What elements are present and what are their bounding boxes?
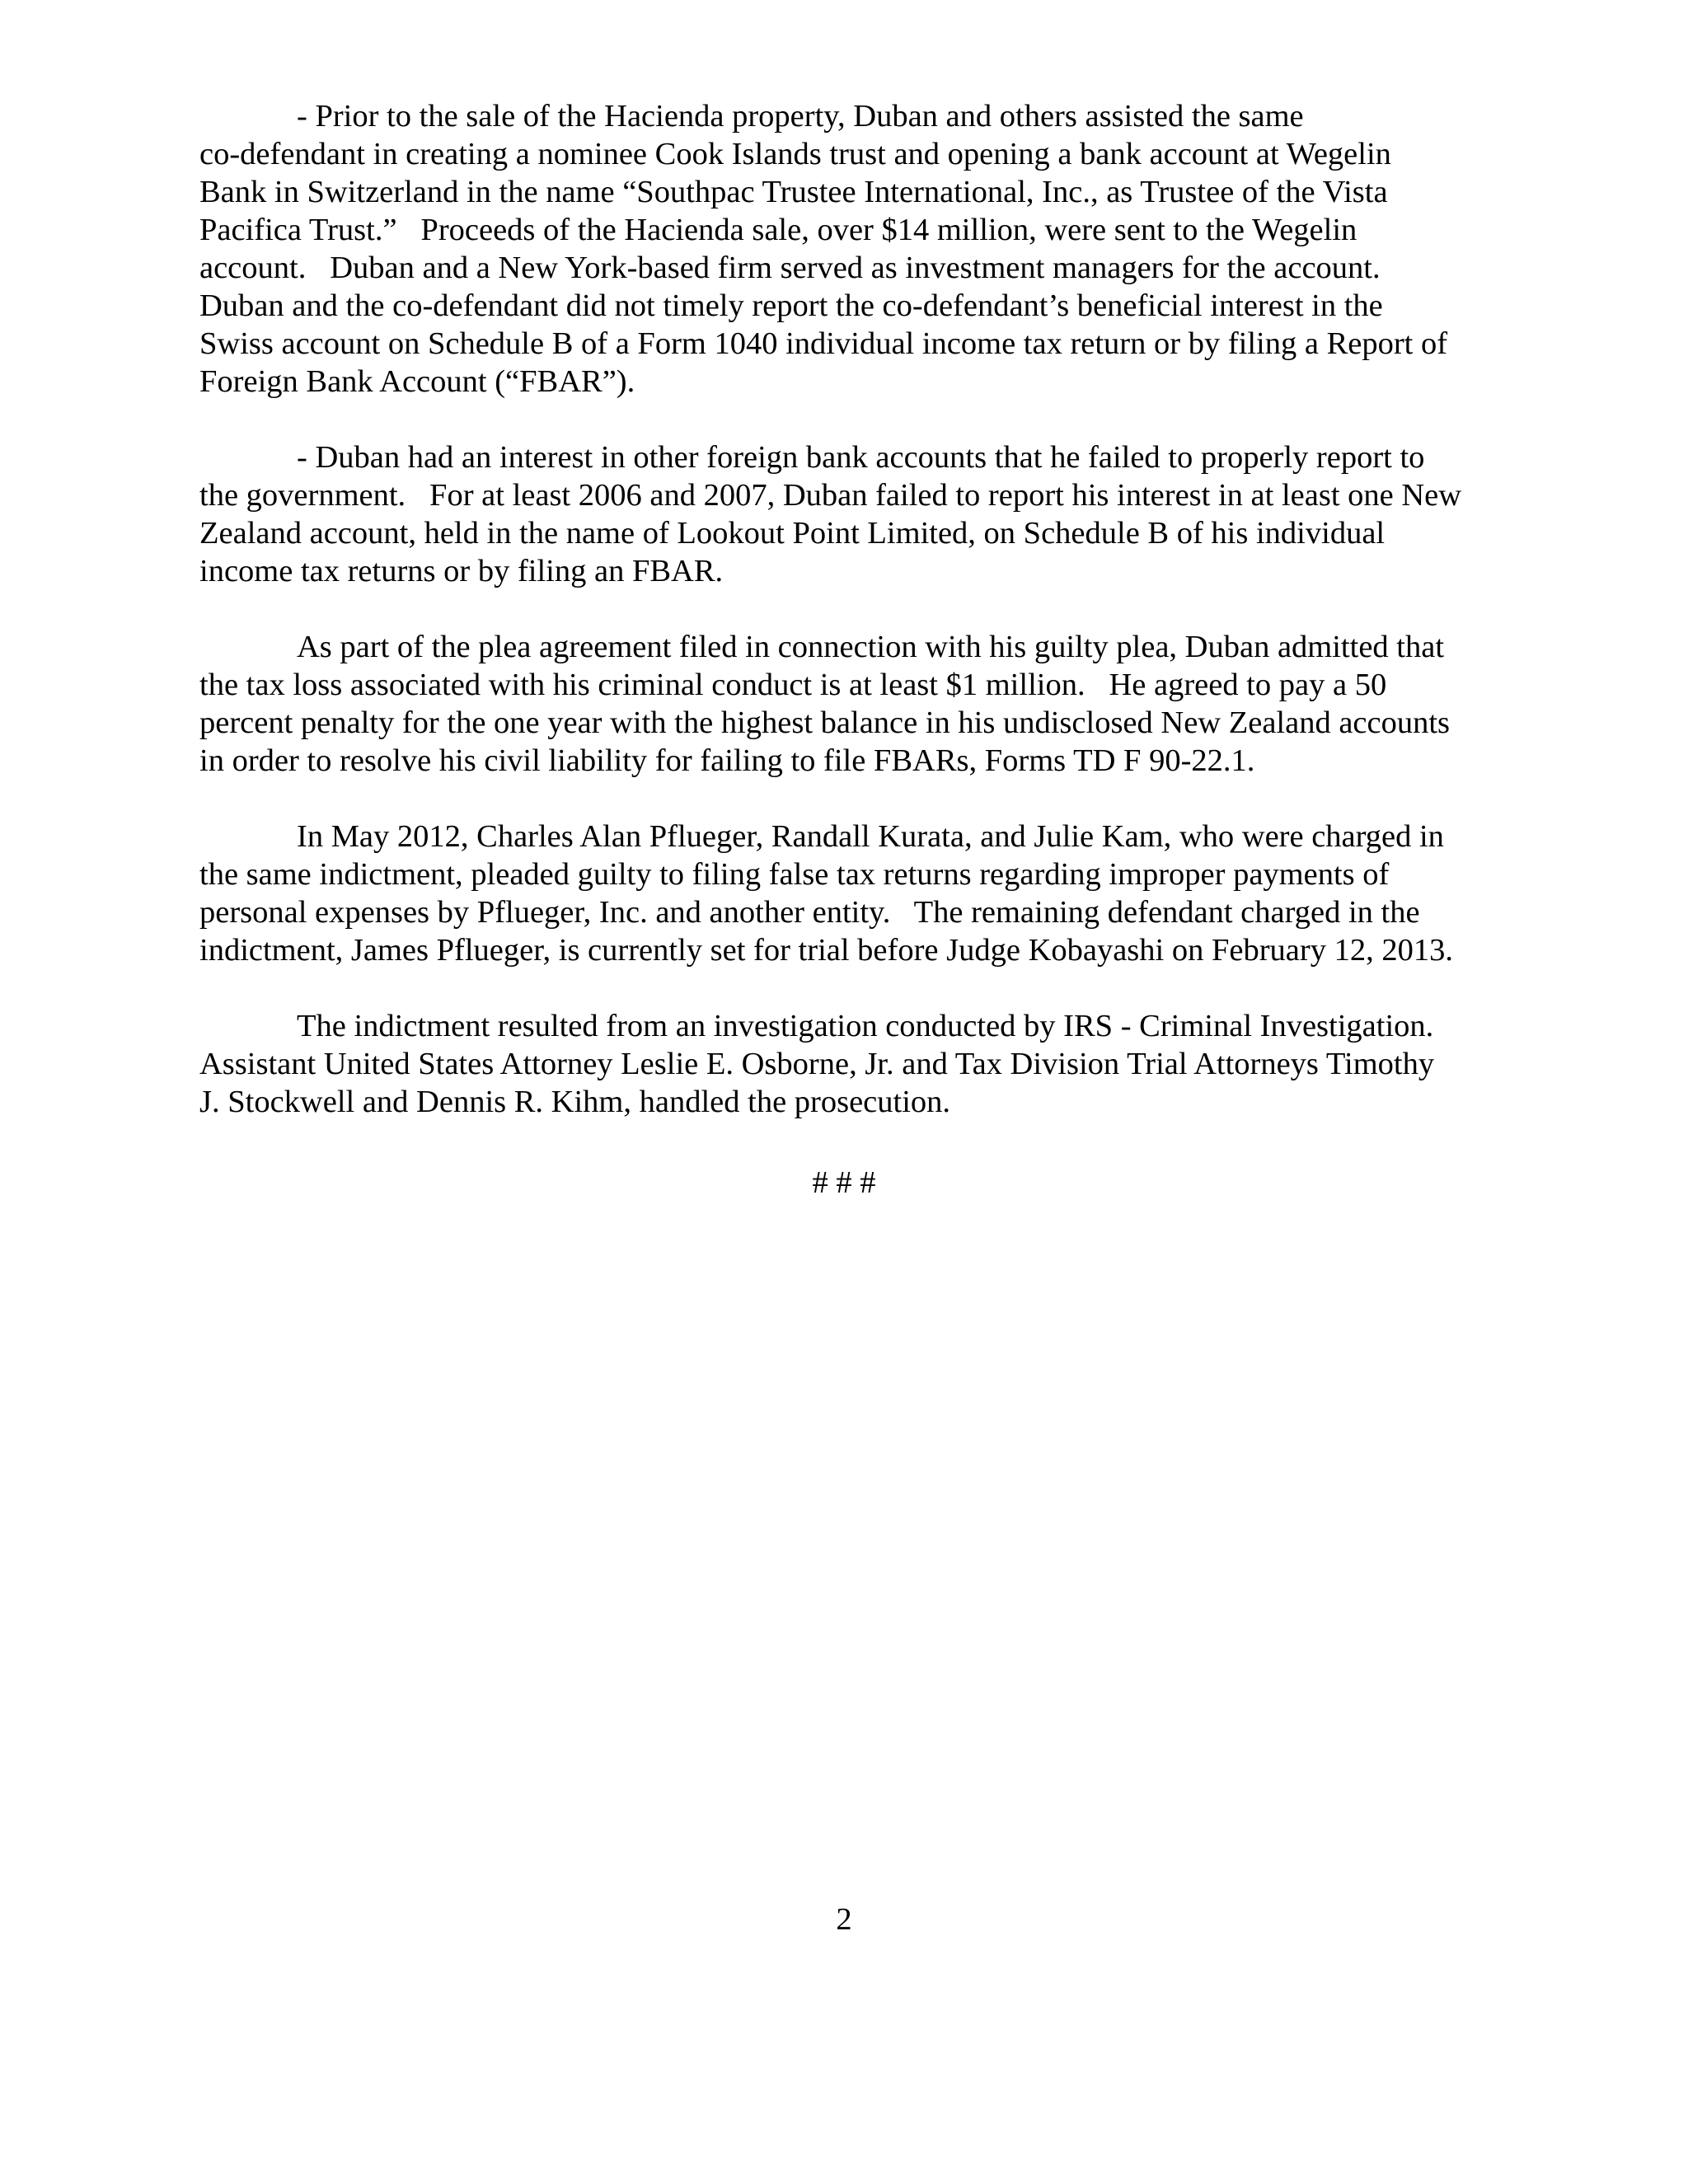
- text-line: the tax loss associated with his criminal conduct is at least $1 million. He agreed to pay a 50: [199, 668, 1387, 702]
- text-line: Zealand account, held in the name of Lookout Point Limited, on Schedule B of his individual: [199, 516, 1386, 551]
- paragraph-plea-agreement: [199, 628, 1498, 780]
- text-line: income tax returns or by filing an FBAR.: [199, 554, 724, 588]
- text-line: indictment, James Pflueger, is currently set for trial before Judge Kobayashi on February 12, 2013.: [199, 933, 1453, 968]
- text-line: - Prior to the sale of the Hacienda property, Duban and others assisted the same: [297, 99, 1304, 134]
- text-line: Assistant United States Attorney Leslie E. Osborne, Jr. and Tax Division Trial Attorneys Timothy: [199, 1047, 1435, 1081]
- paragraph-wegelin-account: [199, 97, 1498, 401]
- text-line: co-defendant in creating a nominee Cook Islands trust and opening a bank account at Wegelin: [199, 137, 1391, 171]
- text-line: Duban and the co-defendant did not timely report the co-defendant’s beneficial interest in the: [199, 288, 1383, 323]
- text-line: in order to resolve his civil liability for failing to file FBARs, Forms TD F 90-22.1.: [199, 743, 1255, 778]
- text-line: personal expenses by Pflueger, Inc. and another entity. The remaining defendant charged in the: [199, 895, 1420, 930]
- text-line: Bank in Switzerland in the name “Southpac Trustee International, Inc., as Trustee of the Vista: [199, 175, 1388, 209]
- text-line: the same indictment, pleaded guilty to filing false tax returns regarding improper payments of: [199, 857, 1390, 892]
- paragraph-new-zealand-accounts: [199, 438, 1498, 590]
- paragraph-co-defendants: [199, 818, 1498, 969]
- text-line: Foreign Bank Account (“FBAR”).: [199, 364, 635, 399]
- text-line: In May 2012, Charles Alan Pflueger, Randall Kurata, and Julie Kam, who were charged in: [297, 819, 1444, 854]
- text-line: Pacifica Trust.” Proceeds of the Hacienda sale, over $14 million, were sent to the Wegelin: [199, 213, 1357, 247]
- text-line: J. Stockwell and Dennis R. Kihm, handled the prosecution.: [199, 1085, 951, 1119]
- text-line: account. Duban and a New York-based firm served as investment managers for the account.: [199, 251, 1381, 285]
- paragraph-investigation: [199, 1007, 1498, 1121]
- text-line: - Duban had an interest in other foreign bank accounts that he failed to properly report to: [297, 440, 1425, 475]
- text-line: The indictment resulted from an investigation conducted by IRS - Criminal Investigation.: [297, 1009, 1434, 1043]
- end-of-release-mark: # # #: [812, 1165, 876, 1200]
- text-line: the government. For at least 2006 and 2007, Duban failed to report his interest in at least one New: [199, 478, 1462, 513]
- document-body: [199, 97, 1498, 1159]
- text-line: Swiss account on Schedule B of a Form 1040 individual income tax return or by filing a Report of: [199, 326, 1448, 361]
- text-line: percent penalty for the one year with the highest balance in his undisclosed New Zealand accounts: [199, 705, 1451, 740]
- text-line: As part of the plea agreement filed in connection with his guilty plea, Duban admitted that: [297, 630, 1445, 664]
- page-number: 2: [836, 1902, 852, 1937]
